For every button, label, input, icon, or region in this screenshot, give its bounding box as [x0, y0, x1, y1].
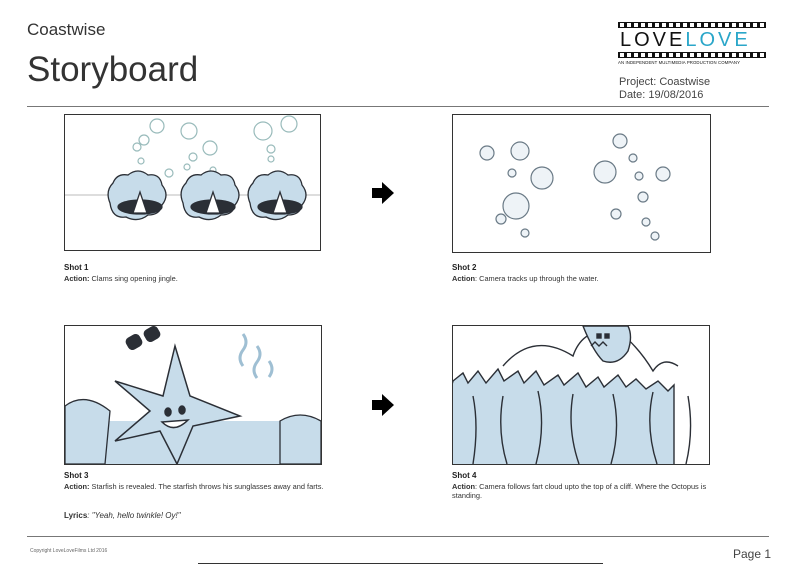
film-hole: [669, 53, 673, 57]
shot-2-action: Action: Camera tracks up through the water.: [452, 274, 599, 283]
right-arrow-icon: [370, 392, 396, 418]
shot-4-title: Shot 4: [452, 471, 477, 480]
film-hole: [760, 53, 764, 57]
film-hole: [627, 53, 631, 57]
film-hole: [655, 23, 659, 27]
bubbles-sketch: [453, 115, 710, 252]
film-hole: [704, 23, 708, 27]
film-hole: [627, 23, 631, 27]
footer-divider: [27, 536, 769, 537]
film-hole: [739, 53, 743, 57]
film-hole: [655, 53, 659, 57]
company-logo: [618, 22, 766, 65]
bottom-rule: [198, 563, 603, 564]
shot-3-lyrics: Lyrics: "Yeah, hello twinkle! Oy!": [64, 511, 181, 520]
film-hole: [725, 53, 729, 57]
film-hole: [753, 53, 757, 57]
film-hole: [732, 23, 736, 27]
film-hole: [753, 23, 757, 27]
film-hole: [718, 53, 722, 57]
shot-1-action: Action: Clams sing opening jingle.: [64, 274, 178, 283]
shot-2-title: Shot 2: [452, 263, 477, 272]
film-hole: [641, 53, 645, 57]
shot-4-panel: [452, 325, 710, 465]
shot-1-title: Shot 1: [64, 263, 89, 272]
film-hole: [760, 23, 764, 27]
film-hole: [676, 23, 680, 27]
logo-word-1: LOVE: [620, 29, 686, 51]
film-hole: [697, 53, 701, 57]
film-hole: [690, 53, 694, 57]
film-hole: [662, 53, 666, 57]
film-hole: [725, 23, 729, 27]
film-hole: [711, 23, 715, 27]
clams-sketch: [65, 115, 320, 250]
film-hole: [648, 23, 652, 27]
shot-2-panel: [452, 114, 711, 253]
film-hole: [718, 23, 722, 27]
film-hole: [669, 23, 673, 27]
shot-4-action: Action: Camera follows fart cloud upto the top of a cliff. Where the Octopus is standing.: [452, 482, 707, 500]
film-hole: [634, 23, 638, 27]
shot-1-panel: [64, 114, 321, 251]
project-name: Coastwise: [27, 20, 106, 39]
right-arrow-icon: [370, 180, 396, 206]
header-divider: [27, 106, 769, 107]
film-hole: [634, 53, 638, 57]
film-hole: [732, 53, 736, 57]
page-title: Storyboard: [27, 50, 199, 89]
film-hole: [620, 53, 624, 57]
shot-3-action: Action: Starfish is revealed. The starfish throws his sunglasses away and farts.: [64, 482, 324, 491]
film-hole: [683, 23, 687, 27]
project-line: Project: Coastwise: [619, 76, 711, 88]
page-number: Page 1: [733, 547, 772, 561]
film-hole: [676, 53, 680, 57]
logo-word-2: LOVE: [685, 29, 751, 51]
filmstrip-bottom: [618, 52, 766, 58]
cliff-octopus-sketch: [453, 326, 709, 464]
shot-3-title: Shot 3: [64, 471, 89, 480]
logo-tagline: AN INDEPENDENT MULTIMEDIA PRODUCTION COMPANY: [618, 60, 741, 65]
shot-3-panel: [64, 325, 322, 465]
film-hole: [704, 53, 708, 57]
film-hole: [697, 23, 701, 27]
film-hole: [683, 53, 687, 57]
starfish-sketch: [65, 326, 321, 464]
copyright-text: Copyright LoveLoveFilms Ltd 2016: [30, 548, 108, 554]
film-hole: [711, 53, 715, 57]
film-hole: [641, 23, 645, 27]
film-hole: [690, 23, 694, 27]
film-hole: [739, 23, 743, 27]
date-line: Date: 19/08/2016: [619, 89, 704, 101]
film-hole: [648, 53, 652, 57]
film-hole: [620, 23, 624, 27]
film-hole: [746, 23, 750, 27]
film-hole: [662, 23, 666, 27]
film-hole: [746, 53, 750, 57]
filmstrip-top: [618, 22, 766, 28]
